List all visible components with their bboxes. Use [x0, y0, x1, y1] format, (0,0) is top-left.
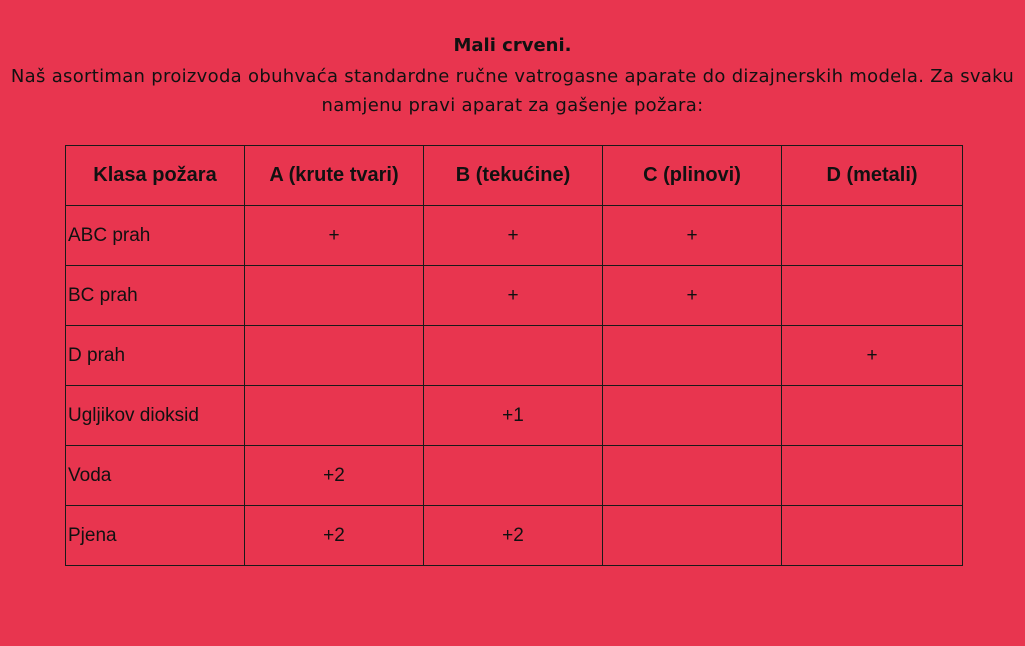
table-cell: +2	[424, 506, 603, 566]
header-fire-class: Klasa požara	[66, 146, 245, 206]
fire-class-table	[65, 145, 963, 566]
row-label: D prah	[66, 326, 245, 386]
row-label: Voda	[66, 446, 245, 506]
table-cell	[603, 446, 782, 506]
table-cell: +	[782, 326, 963, 386]
table-cell	[245, 386, 424, 446]
table-cell: +1	[424, 386, 603, 446]
table-row	[66, 326, 963, 386]
table-cell: +	[603, 206, 782, 266]
header-class-c: C (plinovi)	[603, 146, 782, 206]
table-cell	[782, 206, 963, 266]
header-class-a: A (krute tvari)	[245, 146, 424, 206]
table-cell	[424, 326, 603, 386]
table-cell	[782, 506, 963, 566]
table-row	[66, 506, 963, 566]
page-title: Mali crveni.	[453, 35, 572, 56]
row-label: Ugljikov dioksid	[66, 386, 245, 446]
table-cell	[603, 386, 782, 446]
table-cell	[245, 326, 424, 386]
table-cell	[782, 266, 963, 326]
table-cell: +	[424, 266, 603, 326]
row-label: ABC prah	[66, 206, 245, 266]
header-class-d: D (metali)	[782, 146, 963, 206]
row-label: Pjena	[66, 506, 245, 566]
row-label: BC prah	[66, 266, 245, 326]
table-cell: +2	[245, 506, 424, 566]
table-cell	[782, 386, 963, 446]
table-cell: +	[245, 206, 424, 266]
table-row	[66, 266, 963, 326]
table-cell	[603, 506, 782, 566]
table-cell: +2	[245, 446, 424, 506]
table-row	[66, 386, 963, 446]
table-cell: +	[424, 206, 603, 266]
table-cell	[245, 266, 424, 326]
table-row	[66, 206, 963, 266]
table-cell	[603, 326, 782, 386]
intro-text: Naš asortiman proizvoda obuhvaća standardne ručne vatrogasne aparate do dizajnerskih modela. Za svaku namjenu pravi aparat za gašenje požara:	[10, 66, 1015, 116]
table-header-row	[66, 146, 963, 206]
table-cell: +	[603, 266, 782, 326]
table-cell	[782, 446, 963, 506]
table-row	[66, 446, 963, 506]
table-cell	[424, 446, 603, 506]
header-class-b: B (tekućine)	[424, 146, 603, 206]
